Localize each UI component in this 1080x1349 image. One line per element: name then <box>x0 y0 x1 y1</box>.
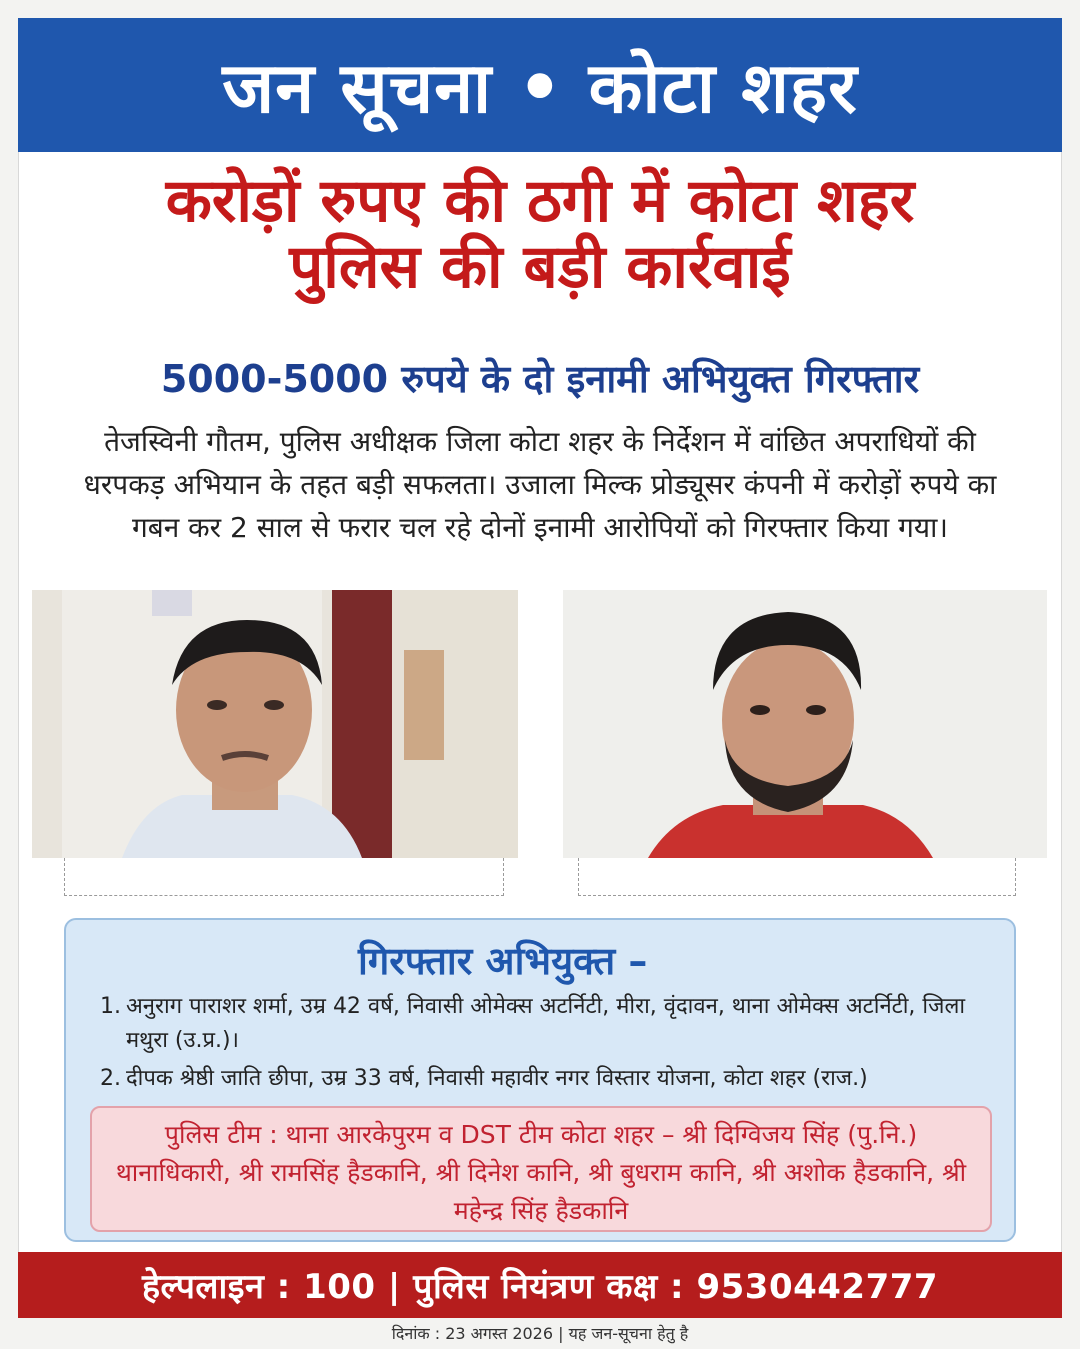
body-paragraph: तेजस्विनी गौतम, पुलिस अधीक्षक जिला कोटा शहर के निर्देशन में वांछित अपराधियों की धरपकड़ अभियान के तहत बड़ी सफलता। उजाला मिल्क प्रोड्यूसर कंपनी में करोड़ों रुपये का गबन कर 2 साल से फरार चल रहे दोनों इनामी आरोपियों को गिरफ्तार किया गया। <box>83 425 997 544</box>
accused-item-number: 2. <box>100 1066 121 1091</box>
top-banner <box>18 18 1062 152</box>
accused-photo-1 <box>32 590 518 858</box>
accused-photo-2-graphic <box>563 590 1047 858</box>
photo-2-caption-box <box>578 858 1016 896</box>
accused-item <box>100 990 1000 1058</box>
helpline-banner <box>18 1252 1062 1318</box>
accused-item-text: अनुराग पाराशर शर्मा, उम्र 42 वर्ष, निवासी ओमेक्स अटर्निटी, मीरा, वृंदावन, थाना ओमेक्स अटर्निटी, जिला मथुरा (उ.प्र.)। <box>126 994 966 1053</box>
subheadline: 5000-5000 रुपये के दो इनामी अभियुक्त गिरफ्तार <box>160 357 920 401</box>
notice-title: जन सूचना • कोटा शहर <box>222 47 858 129</box>
accused-photo-2 <box>563 590 1047 858</box>
headline-line-1: करोड़ों रुपए की ठगी में कोटा शहर <box>165 166 915 236</box>
accused-item-text: दीपक श्रेष्ठी जाति छीपा, उम्र 33 वर्ष, निवासी महावीर नगर विस्तार योजना, कोटा शहर (राज.) <box>126 1066 868 1091</box>
accused-title: गिरफ्तार अभियुक्त – <box>358 939 648 983</box>
photo-1-caption-box <box>64 858 504 896</box>
accused-item <box>100 1062 1000 1096</box>
police-team-box: पुलिस टीम : थाना आरकेपुरम व DST टीम कोटा शहर – श्री दिग्विजय सिंह (पु.नि.) थानाधिकारी, श्री रामसिंह हैडकानि, श्री दिनेश कानि, श्री बुधराम कानि, श्री अशोक हैडकानि, श्री महेन्द्र सिंह हैडकानि <box>90 1106 992 1232</box>
helpline-text: हेल्पलाइन : 100 | पुलिस नियंत्रण कक्ष : 9530442777 <box>141 1267 939 1307</box>
headline-line-2: पुलिस की बड़ी कार्रवाई <box>289 232 791 302</box>
accused-photo-1-graphic <box>32 590 518 858</box>
accused-panel <box>64 918 1016 1242</box>
footer-note: दिनांक : 23 अगस्त 2026 | यह जन-सूचना हेतु है <box>391 1324 689 1343</box>
accused-list <box>100 990 1000 1096</box>
accused-item-number: 1. <box>100 994 121 1019</box>
headline <box>40 168 1040 300</box>
